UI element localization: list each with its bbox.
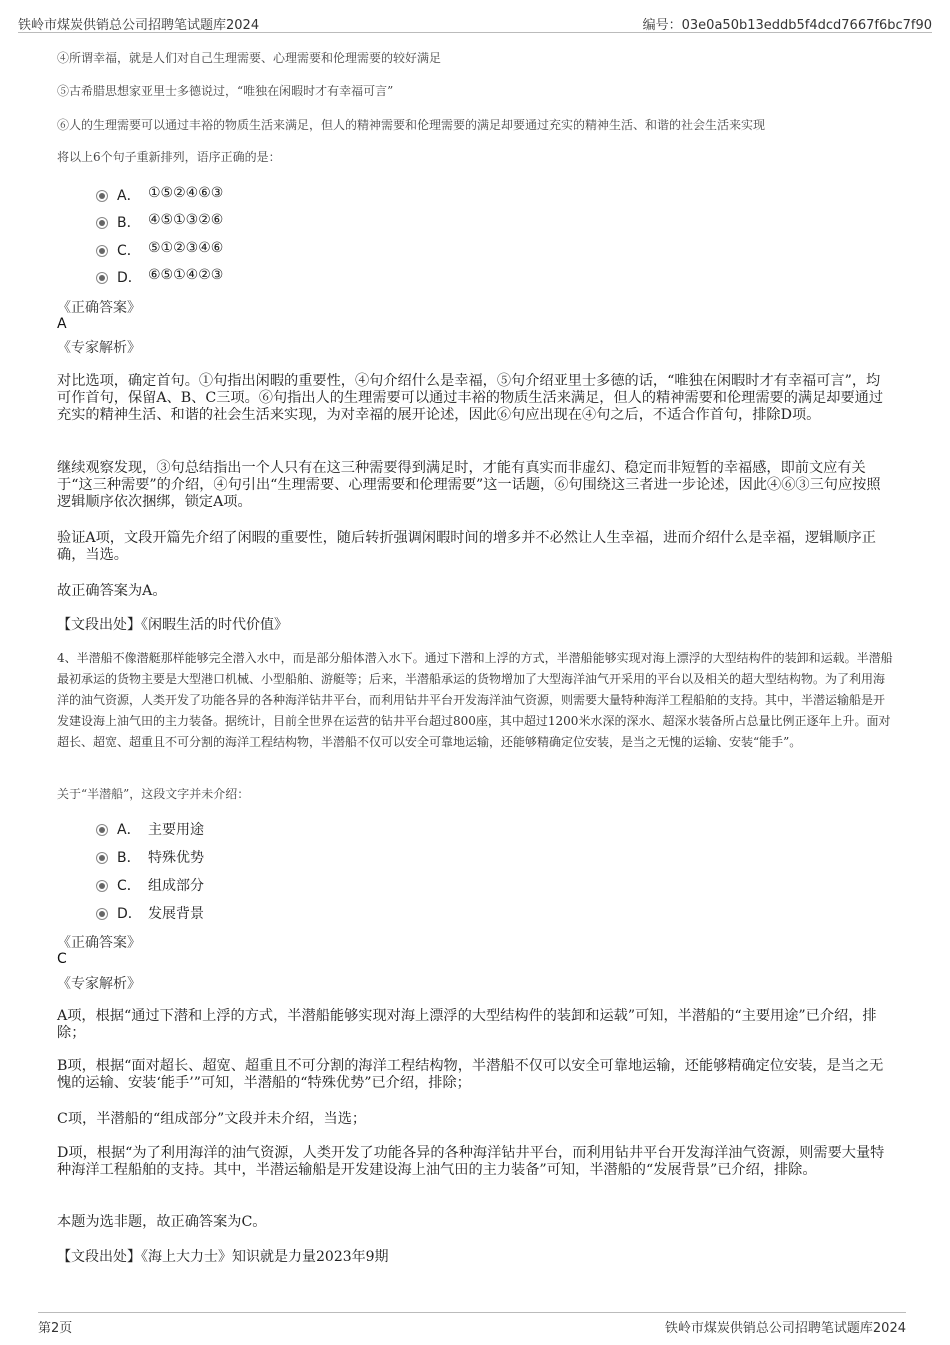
sentence-5: ⑤古希腊思想家亚里士多德说过，“唯独在闲暇时才有幸福可言” [57,84,394,98]
option-text: 主要用途 [148,822,204,838]
analysis-paragraph: 故正确答案为A。 [57,583,167,599]
option-text: 发展背景 [148,906,204,922]
option-text: ⑥⑤①④②③ [148,267,224,283]
question-prompt: 关于“半潜船”，这段文字并未介绍： [57,787,250,801]
option-text: ⑤①②③④⑥ [148,240,224,256]
sentence-4: ④所谓幸福，就是人们对自己生理需要、心理需要和伦理需要的较好满足 [57,51,442,65]
option-text: ④⑤①③②⑥ [148,212,224,228]
option-text: 组成部分 [148,878,204,894]
page-footer [38,1312,906,1335]
option-text: ①⑤②④⑥③ [148,185,224,201]
question-passage: 4、半潜船不像潜艇那样能够完全潜入水中，而是部分船体潜入水下。通过下潜和上浮的方式，半潜船能够实现对海上漂浮的大型结构件的装卸和运载。半潜船最初承运的货物主要是大型港口机械、小型船舶、游艇等；后来，半潜船承运的货物增加了大型海洋油气开采用的平台以及相关的超大型结构物。为了利用海洋的油气资源，人类开发了功能各异的各种海洋钻井平台，而利用钻井平台开发海洋油气资源，则需要大量特种海洋工程船舶的支持。其中，半潜运输船是开发建设海上油气田的主力装备。据统计，目前全世界在运营的钻井平台超过800座，其中超过1200米水深的深水、超深水装备所占总量比例正逐年上升。面对超长、超宽、超重且不可分割的海洋工程结构物，半潜船不仅可以安全可靠地运输，还能够精确定位安装，是当之无愧的运输、安装“能手”。 [57,651,893,749]
option-letter: B． [117,215,141,231]
answer-label: 《正确答案》 [57,935,141,951]
answer-label: 《正确答案》 [57,300,141,316]
page-header [18,12,932,33]
footer-title: 铁岭市煤炭供销总公司招聘笔试题库2024 [664,1321,906,1336]
analysis-paragraph: A项，根据“通过下潜和上浮的方式，半潜船能够实现对海上漂浮的大型结构件的装卸和运载”可知，半潜船的“主要用途”已介绍，排除； [57,1008,877,1041]
question-prompt: 将以上6个句子重新排列，语序正确的是： [57,150,281,164]
option-letter: D． [117,906,142,922]
option-text: 特殊优势 [148,850,204,866]
option-letter: A． [117,822,141,838]
radio-icon[interactable] [96,190,108,202]
analysis-paragraph: 本题为选非题，故正确答案为C。 [57,1214,267,1230]
answer-value: A [57,316,67,332]
analysis-paragraph: 验证A项，文段开篇先介绍了闲暇的重要性，随后转折强调闲暇时间的增多并不必然让人生幸福，进而介绍什么是幸福，逻辑顺序正确，当选。 [57,530,876,563]
radio-icon[interactable] [96,880,108,892]
radio-icon[interactable] [96,272,108,284]
analysis-paragraph: 对比选项，确定首句。①句指出闲暇的重要性，④句介绍什么是幸福，⑤句介绍亚里士多德的话，“唯独在闲暇时才有幸福可言”，均可作首句，保留A、B、C三项。⑥句指出人的生理需要可以通过丰裕的物质生活来满足，但人的精神需要和伦理需要的满足却要通过充实的精神生活、和谐的社会生活来实现，为对幸福的展开论述，因此⑥句应出现在④句之后，不适合作首句，排除D项。 [57,373,884,423]
analysis-label: 《专家解析》 [57,340,141,356]
option-letter: A． [117,188,141,204]
source-citation: 【文段出处】《闲暇生活的时代价值》 [57,617,288,633]
source-citation: 【文段出处】《海上大力士》知识就是力量2023年9期 [57,1249,389,1265]
option-letter: D． [117,270,142,286]
option-letter: C． [117,878,141,894]
analysis-paragraph: B项，根据“面对超长、超宽、超重且不可分割的海洋工程结构物，半潜船不仅可以安全可靠地运输，还能够精确定位安装，是当之无愧的运输、安装‘能手’”可知，半潜船的“特殊优势”已介绍，排除； [57,1058,884,1091]
analysis-paragraph: C项，半潜船的“组成部分”文段并未介绍，当选； [57,1111,367,1127]
analysis-label: 《专家解析》 [57,976,141,992]
radio-icon[interactable] [96,217,108,229]
option-letter: B． [117,850,141,866]
sentence-6: ⑥人的生理需要可以通过丰裕的物质生活来满足，但人的精神需要和伦理需要的满足却要通过充实的精神生活、和谐的社会生活来实现 [57,118,766,132]
header-title: 铁岭市煤炭供销总公司招聘笔试题库2024 [18,18,260,33]
option-letter: C． [117,243,141,259]
answer-value: C [57,951,67,967]
analysis-paragraph: D项，根据“为了利用海洋的油气资源，人类开发了功能各异的各种海洋钻井平台，而利用钻井平台开发海洋油气资源，则需要大量特种海洋工程船舶的支持。其中，半潜运输船是开发建设海上油气田的主力装备”可知，半潜船的“发展背景”已介绍，排除。 [57,1145,885,1178]
radio-icon[interactable] [96,245,108,257]
page-number: 第2页 [38,1321,73,1336]
analysis-paragraph: 继续观察发现，③句总结指出一个人只有在这三种需要得到满足时，才能有真实而非虚幻、稳定而非短暂的幸福感，即前文应有关于“这三种需要”的介绍，④句引出“生理需要、心理需要和伦理需要”这一话题，⑥句围绕这三者进一步论述，因此④⑥③三句应按照逻辑顺序依次捆绑，锁定A项。 [57,460,881,510]
radio-icon[interactable] [96,908,108,920]
radio-icon[interactable] [96,824,108,836]
header-code: 编号：03e0a50b13eddb5f4dcd7667f6bc7f90 [642,18,932,33]
radio-icon[interactable] [96,852,108,864]
